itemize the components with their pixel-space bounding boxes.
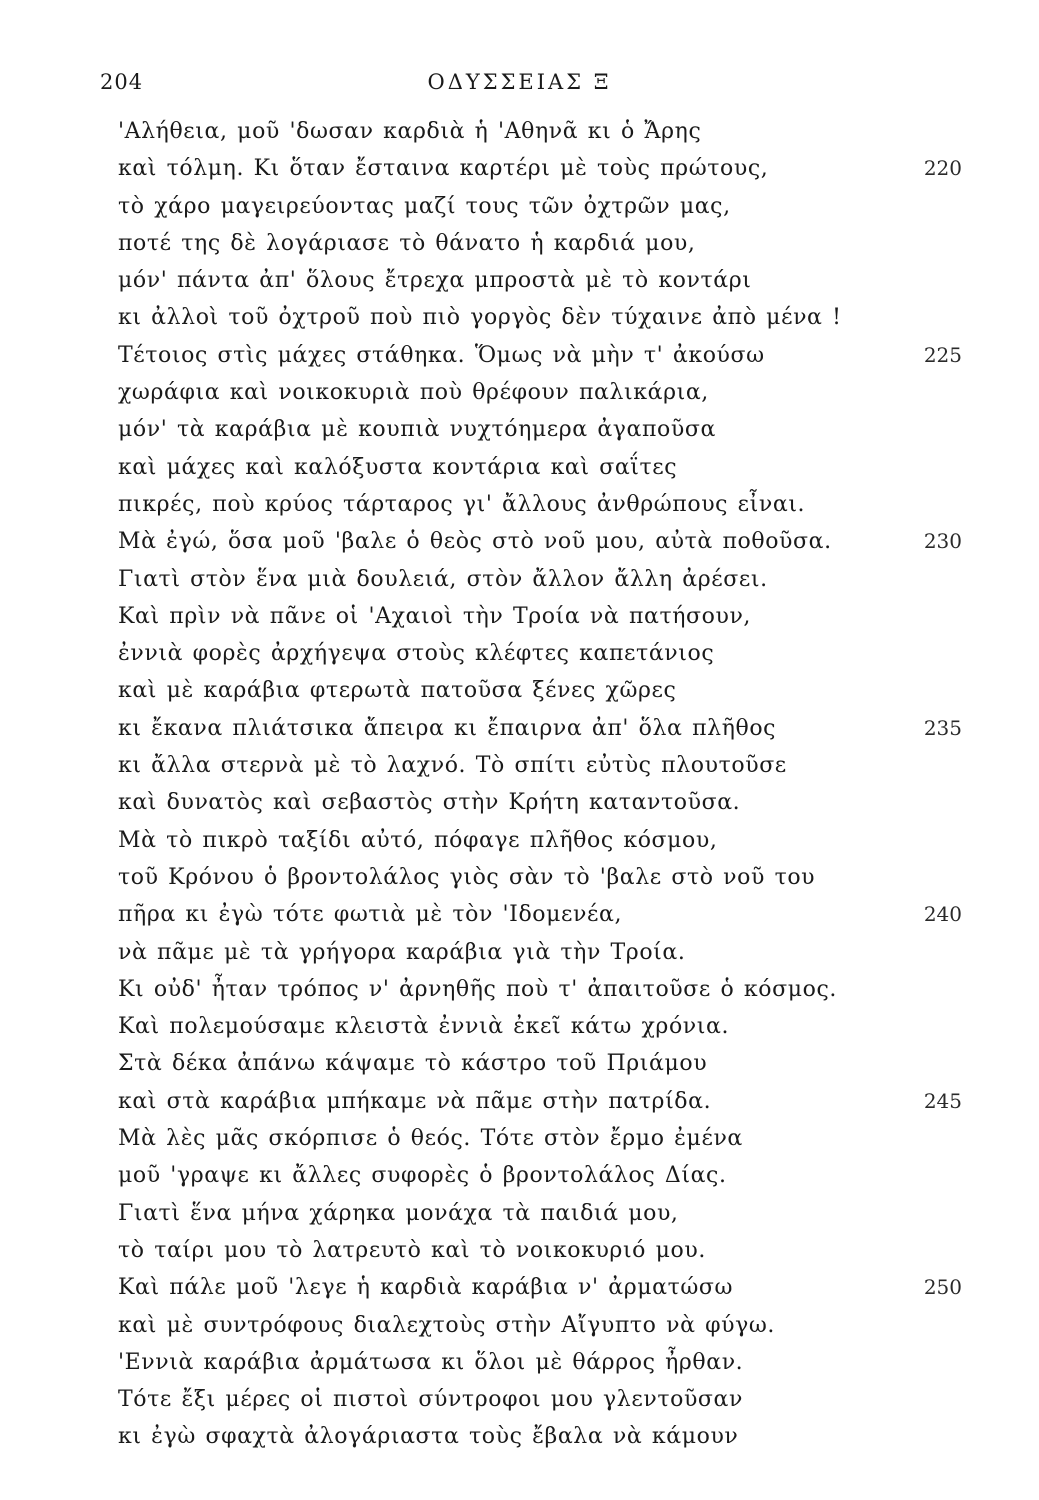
running-title: ΟΔΥΣΣΕΙΑΣ Ξ <box>427 70 612 94</box>
page-number: 204 <box>100 70 144 94</box>
poem-text <box>0 113 1039 1456</box>
verse-text: Μὰ ἐγώ, ὅσα μοῦ 'βαλε ὁ θεὸς στὸ νοῦ μου, αὐτὰ ποθοῦσα. <box>118 529 832 555</box>
verse-text: Τέτοιος στὶς μάχες στάθηκα. Ὅμως νὰ μὴν τ' ἀκούσω <box>118 342 765 368</box>
verse-text: 'Αλήθεια, μοῦ 'δωσαν καρδιὰ ἡ 'Αθηνᾶ κι ὁ Ἄρης <box>118 119 702 144</box>
verse-line <box>0 1083 1039 1120</box>
line-number: 220 <box>923 156 962 181</box>
verse-text: ἐννιὰ φορὲς ἀρχήγεψα στοὺς κλέφτες καπετάνιος <box>118 641 715 667</box>
verse-text: καὶ μάχες καὶ καλόξυστα κοντάρια καὶ σαΐτες <box>118 454 678 480</box>
verse-text: καὶ μὲ καράβια φτερωτὰ πατοῦσα ξένες χῶρες <box>118 678 677 704</box>
verse-line <box>0 1008 1039 1045</box>
verse-text: Κι οὐδ' ἦταν τρόπος ν' ἀρνηθῆς ποὺ τ' ἀπαιτοῦσε ὁ κόσμος. <box>118 976 837 1002</box>
verse-line <box>0 859 1039 896</box>
verse-text: Γιατὶ στὸν ἕνα μιὰ δουλειά, στὸν ἄλλον ἄλλη ἀρέσει. <box>118 566 768 592</box>
line-number: 245 <box>923 1088 962 1113</box>
verse-line <box>0 299 1039 336</box>
verse-text: Μὰ τὸ πικρὸ ταξίδι αὐτό, πόφαγε πλῆθος κόσμου, <box>118 827 718 853</box>
verse-text: μόν' τὰ καράβια μὲ κουπιὰ νυχτόημερα ἀγαποῦσα <box>118 417 716 443</box>
verse-line <box>0 747 1039 784</box>
verse-text: πῆρα κι ἐγὼ τότε φωτιὰ μὲ τὸν 'Ιδομενέα, <box>118 902 623 928</box>
verse-line <box>0 822 1039 859</box>
verse-text: πικρές, ποὺ κρύος τάρταρος γι' ἄλλους ἀνθρώπους εἶναι. <box>118 491 806 517</box>
verse-text: τοῦ Κρόνου ὁ βροντολάλος γιὸς σὰν τὸ 'βαλε στὸ νοῦ του <box>118 864 816 890</box>
verse-text: ποτέ της δὲ λογάριασε τὸ θάνατο ἡ καρδιά μου, <box>118 230 696 256</box>
verse-line <box>0 710 1039 747</box>
verse-line <box>0 225 1039 262</box>
verse-line <box>0 672 1039 709</box>
verse-line <box>0 150 1039 187</box>
verse-text: Τότε ἔξι μέρες οἱ πιστοὶ σύντροφοι μου γλεντοῦσαν <box>118 1387 743 1413</box>
verse-line <box>0 896 1039 933</box>
line-number: 230 <box>923 529 962 554</box>
verse-text: τὸ χάρο μαγειρεύοντας μαζί τους τῶν ὀχτρῶν μας, <box>118 193 731 219</box>
verse-text: κι ἔκανα πλιάτσικα ἄπειρα κι ἔπαιρνα ἀπ' ὅλα πλῆθος <box>118 715 777 741</box>
verse-line <box>0 934 1039 971</box>
line-number: 240 <box>923 902 962 927</box>
verse-text: καὶ δυνατὸς καὶ σεβαστὸς στὴν Κρήτη καταντοῦσα. <box>118 790 741 816</box>
verse-line <box>0 113 1039 150</box>
verse-text: κι ἄλλα στερνὰ μὲ τὸ λαχνό. Τὸ σπίτι εὐτὺς πλουτοῦσε <box>118 753 787 779</box>
verse-line <box>0 1232 1039 1269</box>
verse-text: κι ἀλλοὶ τοῦ ὀχτροῦ ποὺ πιὸ γοργὸς δὲν τύχαινε ἀπὸ μένα ! <box>118 305 842 331</box>
verse-text: 'Εννιὰ καράβια ἀρμάτωσα κι ὅλοι μὲ θάρρος ἦρθαν. <box>118 1349 744 1375</box>
verse-text: μοῦ 'γραψε κι ἄλλες συφορὲς ὁ βροντολάλος Δίας. <box>118 1163 727 1189</box>
verse-text: μόν' πάντα ἀπ' ὅλους ἔτρεχα μπροστὰ μὲ τὸ κοντάρι <box>118 268 752 294</box>
verse-text: κι ἐγὼ σφαχτὰ ἀλογάριαστα τοὺς ἔβαλα νὰ κάμουν <box>118 1424 739 1450</box>
verse-line <box>0 635 1039 672</box>
verse-text: καὶ τόλμη. Κι ὅταν ἔσταινα καρτέρι μὲ τοὺς πρώτους, <box>118 156 769 182</box>
verse-line <box>0 1045 1039 1082</box>
verse-line <box>0 188 1039 225</box>
verse-text: Γιατὶ ἕνα μήνα χάρηκα μονάχα τὰ παιδιά μου, <box>118 1200 679 1226</box>
verse-line <box>0 1344 1039 1381</box>
verse-text: νὰ πᾶμε μὲ τὰ γρήγορα καράβια γιὰ τὴν Τροία. <box>118 939 686 965</box>
verse-line <box>0 486 1039 523</box>
verse-line <box>0 1157 1039 1194</box>
verse-text: τὸ ταίρι μου τὸ λατρευτὸ καὶ τὸ νοικοκυριό μου. <box>118 1237 706 1263</box>
verse-line <box>0 337 1039 374</box>
verse-line <box>0 262 1039 299</box>
verse-text: Μὰ λὲς μᾶς σκόρπισε ὁ θεός. Τότε στὸν ἔρμο ἐμένα <box>118 1126 743 1152</box>
verse-line <box>0 1418 1039 1455</box>
verse-line <box>0 411 1039 448</box>
verse-line <box>0 1381 1039 1418</box>
line-number: 250 <box>923 1275 962 1300</box>
verse-text: καὶ στὰ καράβια μπήκαμε νὰ πᾶμε στὴν πατρίδα. <box>118 1088 712 1114</box>
verse-line <box>0 449 1039 486</box>
line-number: 225 <box>923 342 962 367</box>
verse-line <box>0 523 1039 560</box>
verse-line <box>0 374 1039 411</box>
verse-text: Στὰ δέκα ἀπάνω κάψαμε τὸ κάστρο τοῦ Πριάμου <box>118 1051 708 1077</box>
verse-line <box>0 598 1039 635</box>
verse-text: καὶ μὲ συντρόφους διαλεχτοὺς στὴν Αἴγυπτο νὰ φύγω. <box>118 1312 776 1338</box>
verse-text: Καὶ πολεμούσαμε κλειστὰ ἐννιὰ ἐκεῖ κάτω χρόνια. <box>118 1014 730 1040</box>
verse-line <box>0 1269 1039 1306</box>
verse-text: Καὶ πάλε μοῦ 'λεγε ἡ καρδιὰ καράβια ν' ἀρματώσω <box>118 1275 734 1301</box>
verse-line <box>0 1195 1039 1232</box>
line-number: 235 <box>923 715 962 740</box>
verse-line <box>0 1307 1039 1344</box>
verse-text: Καὶ πρὶν νὰ πᾶνε οἱ 'Αχαιοὶ τὴν Τροία νὰ πατήσουν, <box>118 603 752 629</box>
verse-line <box>0 561 1039 598</box>
verse-line <box>0 784 1039 821</box>
verse-line <box>0 1120 1039 1157</box>
verse-text: χωράφια καὶ νοικοκυριὰ ποὺ θρέφουν παλικάρια, <box>118 380 709 406</box>
verse-line <box>0 971 1039 1008</box>
